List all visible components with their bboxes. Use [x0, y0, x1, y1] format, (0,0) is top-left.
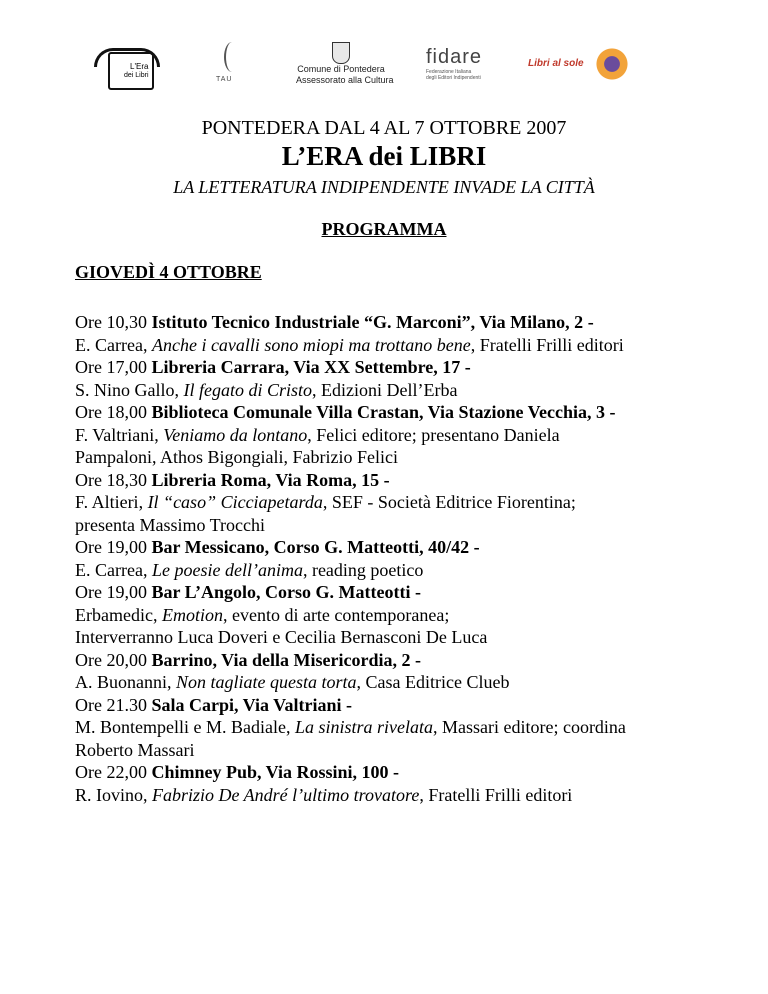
event-detail — [75, 334, 755, 357]
author: presenta Massimo Trocchi — [75, 514, 265, 535]
event-time: Ore 21.30 — [75, 694, 152, 715]
book-title: Anche i cavalli sono miopi ma trottano bene — [151, 334, 471, 355]
event-time: Ore 17,00 — [75, 357, 152, 377]
fidare-subtitle: Federazione Italiana — [426, 69, 472, 75]
author: A. Buonanni, — [75, 672, 176, 692]
author: Pampaloni, Athos Bigongiali, Fabrizio Felici — [75, 447, 398, 467]
logo-bar — [0, 40, 768, 90]
event-detail — [75, 514, 755, 537]
event-title: L’ERA dei LIBRI — [281, 141, 487, 171]
logo-text: dei Libri — [124, 72, 149, 79]
logo-frame — [108, 52, 154, 90]
publisher: , Edizioni Dell’Erba — [312, 379, 458, 400]
event-venue: Bar Messicano, Corso G. Matteotti, 40/42 — [151, 537, 470, 557]
logo-text: TAU — [216, 76, 233, 83]
publisher: , SEF - Società Editrice Fiorentina; — [322, 492, 576, 512]
tau-logo — [216, 42, 246, 88]
book-title: La sinistra rivelata — [294, 717, 433, 737]
author: E. Carrea, — [75, 559, 152, 580]
book-title: Il “caso” Cicciapetarda — [147, 492, 323, 512]
event-header — [75, 469, 755, 492]
event-detail — [75, 559, 755, 582]
comune-name: Comune di Pontedera — [297, 64, 385, 74]
author: F. Altieri, — [75, 492, 148, 512]
book-title: Le poesie dell’anima — [151, 559, 303, 580]
crest-icon — [332, 42, 350, 64]
event-detail — [75, 424, 755, 447]
event-header — [75, 311, 755, 334]
event-detail — [75, 604, 755, 627]
event-time: Ore 22,00 — [75, 762, 152, 782]
author: R. Iovino, — [75, 784, 153, 805]
sun-icon — [594, 46, 630, 82]
event-venue: Barrino, Via della Misericordia, 2 — [151, 649, 411, 670]
separator: - — [605, 402, 616, 422]
author: Interverranno Luca Doveri e Cecilia Bernasconi De Luca — [75, 627, 488, 647]
author: M. Bontempelli e M. Badiale, — [75, 717, 295, 737]
event-list — [75, 311, 755, 806]
author: F. Valtriani, — [75, 424, 164, 445]
book-title: Non tagliate questa torta — [176, 672, 357, 692]
event-time: Ore 18,00 — [75, 402, 152, 422]
event-detail — [75, 716, 755, 739]
event-header — [75, 536, 755, 559]
event-venue: Libreria Carrara, Via XX Settembre, 17 — [151, 357, 461, 377]
publisher: , Massari editore; coordina — [432, 717, 626, 737]
publisher: , evento di arte contemporanea; — [222, 604, 450, 625]
event-header — [75, 694, 755, 717]
separator: - — [460, 357, 471, 377]
book-title: Emotion — [161, 604, 223, 625]
separator: - — [379, 469, 390, 490]
day-heading: GIOVEDÌ 4 OTTOBRE — [75, 262, 262, 282]
event-detail — [75, 784, 755, 807]
event-detail — [75, 379, 755, 402]
separator: - — [388, 762, 400, 782]
logo-text: L'Era — [130, 62, 149, 71]
logo-text: Libri al sole — [528, 58, 584, 69]
event-time: Ore 19,00 — [75, 582, 152, 602]
event-detail — [75, 626, 755, 649]
event-venue: Sala Carpi, Via Valtriani — [151, 694, 342, 715]
libri-al-sole-logo — [528, 46, 638, 86]
separator: - — [583, 312, 594, 332]
event-detail — [75, 491, 755, 514]
event-venue: Biblioteca Comunale Villa Crastan, Via Stazione Vecchia, 3 — [151, 402, 605, 422]
event-time: Ore 20,00 — [75, 649, 152, 670]
book-title: Il fegato di Cristo — [183, 379, 313, 400]
event-time: Ore 19,00 — [75, 537, 152, 557]
publisher: , Felici editore; presentano Daniela — [307, 424, 560, 445]
author: E. Carrea, — [75, 334, 152, 355]
book-title: Veniamo da lontano — [163, 424, 308, 445]
author: S. Nino Gallo, — [75, 379, 184, 400]
publisher: , reading poetico — [302, 559, 424, 580]
event-time: Ore 10,30 — [75, 312, 152, 332]
event-venue: Bar L’Angolo, Corso G. Matteotti — [151, 582, 411, 602]
publisher: , Casa Editrice Clueb — [356, 672, 510, 692]
event-header — [75, 649, 755, 672]
event-venue: Libreria Roma, Via Roma, 15 — [151, 469, 380, 490]
separator: - — [341, 694, 353, 715]
fidare-logo — [426, 46, 490, 90]
figure-icon — [224, 42, 240, 72]
event-venue: Chimney Pub, Via Rossini, 100 — [151, 762, 389, 782]
programma-heading: PROGRAMMA — [321, 219, 447, 239]
publisher: , Fratelli Frilli editori — [470, 334, 624, 355]
event-time: Ore 18,30 — [75, 469, 152, 490]
publisher: , Fratelli Frilli editori — [419, 784, 573, 805]
event-venue: Istituto Tecnico Industriale “G. Marconi”, Via Milano, 2 — [151, 312, 584, 332]
event-detail — [75, 671, 755, 694]
event-detail — [75, 446, 755, 469]
event-header — [75, 401, 755, 424]
fidare-subtitle: degli Editori Indipendenti — [426, 75, 481, 81]
separator: - — [469, 537, 480, 557]
separator: - — [410, 649, 421, 670]
event-header — [75, 356, 755, 379]
author: Erbamedic, — [75, 604, 162, 625]
author: Roberto Massari — [75, 739, 195, 760]
event-header — [75, 581, 755, 604]
event-detail — [75, 739, 755, 762]
book-title: Fabrizio De André l’ultimo trovatore — [152, 784, 420, 805]
event-header — [75, 761, 755, 784]
event-dates: PONTEDERA DAL 4 AL 7 OTTOBRE 2007 — [201, 117, 567, 139]
separator: - — [410, 582, 421, 602]
comune-logo — [296, 42, 394, 92]
assessorato-name: Assessorato alla Cultura — [296, 75, 394, 85]
era-dei-libri-logo — [94, 48, 152, 86]
fidare-name: fidare — [426, 46, 483, 68]
event-subtitle: LA LETTERATURA INDIPENDENTE INVADE LA CITTÀ — [173, 177, 595, 197]
